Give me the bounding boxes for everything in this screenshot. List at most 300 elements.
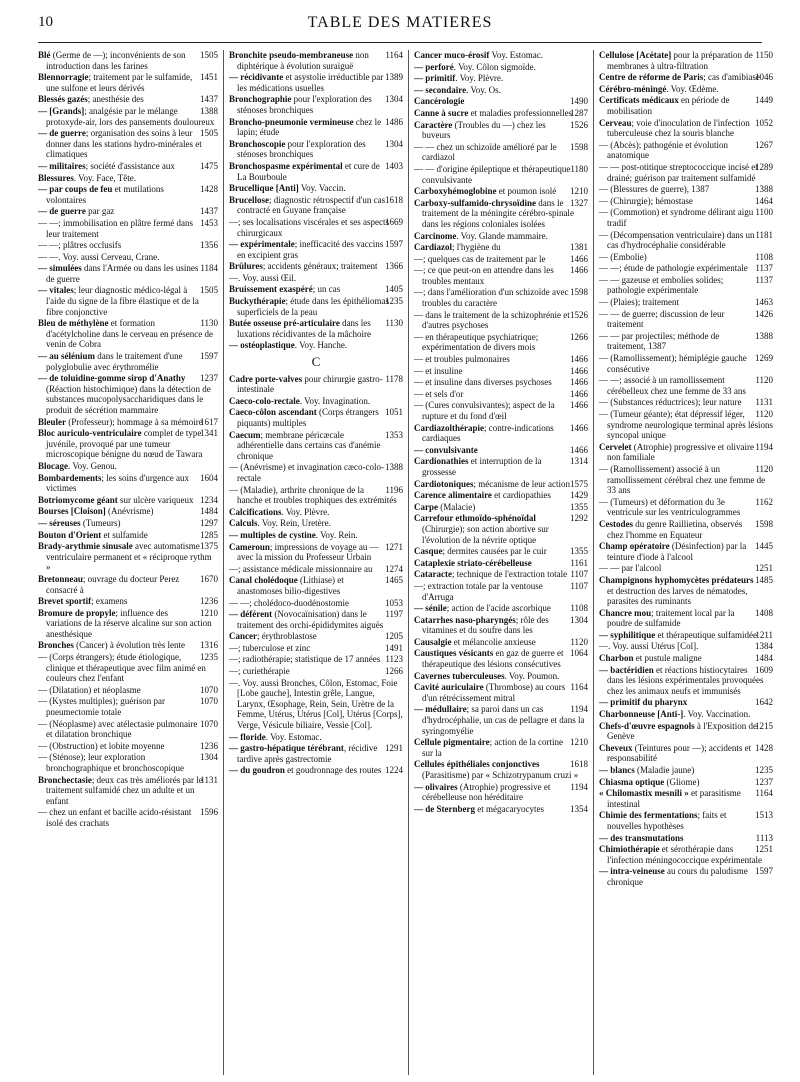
index-entry (414, 50, 588, 61)
entry-text: ; l'hygiène du (452, 242, 501, 253)
entry-page-ref: 1051 (385, 407, 403, 418)
index-entry (414, 637, 588, 648)
index-entry (414, 310, 588, 331)
index-entry (599, 519, 773, 540)
entry-page-ref: 1353 (385, 429, 403, 440)
index-entry (38, 428, 218, 460)
entry-page-ref: 1210 (570, 737, 588, 748)
index-entry (599, 653, 773, 664)
entry-page-ref: 1120 (755, 463, 773, 474)
entry-page-ref: 1291 (385, 743, 403, 754)
entry-page-ref: 1428 (200, 184, 218, 195)
entry-text: . Voy. Plèvre. (455, 73, 504, 84)
index-entry (599, 207, 773, 228)
entry-keyword: — expérimentale (229, 239, 295, 250)
index-entry (599, 697, 773, 708)
entry-text: — — gazeuse et embolies solides; pathologie expérimentale (599, 274, 724, 296)
entry-text: (Corps étrangers piquants) multiples (237, 407, 379, 428)
entry-page-ref: 1236 (200, 740, 218, 751)
index-entry (414, 456, 588, 477)
entry-page-ref: 1466 (570, 400, 588, 411)
entry-keyword: — primitif du pharynx (599, 697, 688, 708)
entry-keyword: Bronchoscopie (229, 138, 286, 149)
index-entry (599, 665, 773, 697)
index-entry (229, 631, 403, 642)
entry-keyword: Calculs (229, 518, 258, 529)
entry-page-ref: 1120 (755, 409, 773, 419)
entry-text: (Germe de —); inconvénients de son introduction dans les farines (46, 50, 186, 71)
entry-keyword: Butée osseuse pré-articulaire (229, 318, 340, 329)
entry-keyword: Cavité auriculaire (414, 682, 484, 693)
entry-text: — en thérapeutique psychiatrique; expérimentation de divers mois (414, 331, 539, 353)
entry-text: ; cas d'amibiase (703, 72, 760, 83)
entry-keyword: Brucellose (229, 194, 269, 205)
entry-text: Voy. Estomac. (489, 50, 543, 60)
entry-text: (Maladie jaune) (634, 765, 695, 775)
entry-text: ; traitement local par la poudre de sulfamide (607, 607, 735, 629)
entry-page-ref: 1466 (570, 354, 588, 365)
entry-text: —. Voy. aussi Bronches, Côlon, Estomac, Foie [Lobe gauche], Intestin grêle, Langue, Larynx, Œsophage, Rein, Sein, Urètre de la Femme, Utérus, Utérus [Col], Utérus [Corps], Verge, Vésicule biliaire, Vessie [Col]. (229, 677, 403, 731)
entry-keyword: — multiples de cystine (229, 529, 316, 540)
index-entry (599, 275, 773, 296)
entry-text: et parasitisme intestinal (607, 788, 741, 809)
entry-keyword: Blessures (38, 172, 74, 183)
entry-text: ; ouvrage du docteur Perez consacré à (46, 573, 180, 595)
index-entry (599, 297, 773, 308)
entry-text: en période de mobilisation (607, 95, 730, 116)
entry-page-ref: 1464 (755, 195, 773, 206)
entry-page-ref: 1388 (385, 462, 403, 473)
entry-page-ref: 1251 (755, 563, 773, 574)
entry-text: et pustule maligne (633, 653, 702, 664)
entry-text: —; tuberculose et zinc (229, 642, 311, 653)
entry-text: (Malacie) (438, 501, 476, 512)
index-entry (414, 603, 588, 614)
index-entry (414, 737, 588, 758)
section-letter: C (311, 354, 321, 370)
entry-text: (Désinfection) par la teinture d'iode à l'alcool (607, 541, 747, 562)
entry-keyword: — par coups de feu (38, 184, 113, 195)
entry-text: ; étude dans les épithéliomas superficiels de la peau (237, 296, 389, 317)
entry-text: (Lithiase) et anastomoses bilio-digestives (237, 575, 344, 596)
entry-keyword: Bruissement exaspéré (229, 284, 313, 295)
entry-page-ref: 1484 (755, 653, 773, 664)
index-entry (38, 461, 218, 472)
entry-keyword: — séreuses (38, 517, 81, 528)
index-entry (38, 752, 218, 773)
entry-text: — chez un enfant et bacille acido-résistant isolé des crachats (38, 807, 192, 828)
entry-text: . Voy. Hanche. (294, 340, 348, 351)
entry-text: (Réaction histochimique) dans la détection de substances mucopolysaccharidiques dans le produit de sécrétion mammaire (46, 383, 211, 415)
entry-page-ref: 1274 (385, 563, 403, 574)
entry-text: ; action de l'acide ascorbique (446, 603, 551, 614)
entry-page-ref: 1107 (570, 580, 588, 591)
entry-keyword: Chimiothérapie (599, 844, 660, 855)
entry-page-ref: 1108 (570, 603, 588, 614)
index-entry (229, 195, 403, 216)
entry-page-ref: 1405 (385, 284, 403, 295)
entry-page-ref: 1466 (570, 265, 588, 276)
index-entry (599, 72, 773, 83)
index-entry (229, 430, 403, 462)
entry-text: non diphtérique à évolution suraiguë (237, 50, 369, 71)
entry-text: dans les luxations récidivantes de la mâchoire (237, 318, 371, 339)
entry-page-ref: 1604 (200, 472, 218, 483)
entry-keyword: Chiasma optique (599, 776, 665, 787)
index-entry (599, 833, 773, 844)
entry-keyword: Bouton d'Orient (38, 529, 102, 540)
entry-page-ref: 1164 (755, 788, 773, 799)
index-entry (414, 546, 588, 557)
index-entry (38, 775, 218, 807)
index-entry (38, 252, 218, 263)
entry-text: — (Chirurgie); hémostase (599, 195, 693, 206)
entry-keyword: Champ opératoire (599, 541, 670, 552)
index-entry (414, 569, 588, 580)
entry-page-ref: 1475 (200, 160, 218, 171)
entry-page-ref: 1205 (385, 631, 403, 642)
entry-text: — (Dilatation) et néoplasme (38, 684, 141, 695)
entry-page-ref: 1304 (200, 752, 218, 763)
index-entry (414, 354, 588, 365)
entry-text: —; ce que peut-on en attendre dans les troubles mentaux (414, 265, 554, 286)
entry-text: ; inefficacité des vaccins en excipient gras (237, 239, 384, 260)
index-column-2 (223, 50, 408, 1075)
entry-text: — et insuline (414, 365, 463, 376)
index-entry (38, 373, 218, 415)
entry-keyword: Cataplexie striato-cérébelleuse (414, 557, 532, 568)
entry-page-ref: 1381 (570, 242, 588, 253)
entry-text: — (Cures convulsivantes); aspect de la rupture et du fond d'œil (414, 400, 555, 421)
entry-keyword: Cervelet (599, 441, 632, 452)
entry-keyword: — primitif (414, 73, 456, 84)
index-entry (229, 72, 403, 93)
entry-text: dans le traitement de la méningite cérébro-spinale dans les régions coloniales isolées (422, 197, 574, 229)
entry-text: pour l'exploration des sténoses bronchiques (237, 94, 372, 115)
entry-page-ref: 1453 (200, 217, 218, 228)
index-entry (38, 807, 218, 828)
entry-page-ref: 1215 (755, 720, 773, 731)
entry-text: — dans le traitement de la schizophrénie et d'autres psychoses (414, 309, 570, 331)
entry-page-ref: 1150 (755, 50, 773, 60)
entry-page-ref: 1269 (755, 353, 773, 364)
index-entry (229, 542, 403, 563)
entry-page-ref: 1297 (200, 517, 218, 528)
index-entry (38, 351, 218, 372)
index-entry (229, 732, 403, 743)
entry-page-ref: 1463 (755, 297, 773, 308)
entry-page-ref: 1505 (200, 285, 218, 296)
index-entry (414, 671, 588, 682)
index-entry (414, 558, 588, 569)
index-entry (599, 263, 773, 274)
index-entry (599, 608, 773, 629)
index-entry (414, 502, 588, 513)
index-entry (414, 164, 588, 185)
index-entry (38, 495, 218, 506)
entry-page-ref: 1235 (755, 765, 773, 775)
entry-text: — (Anévrisme) et invagination cæco-colo-rectale (229, 462, 384, 483)
index-entry (229, 217, 403, 238)
entry-keyword: Bronchospasme expérimental (229, 160, 343, 171)
entry-page-ref: 1451 (200, 72, 218, 83)
entry-text: ; diagnostic rétrospectif d'un cas contracté en Guyane française (237, 194, 386, 216)
entry-page-ref: 1490 (570, 96, 588, 107)
entry-page-ref: 1161 (570, 557, 588, 568)
index-entry (229, 654, 403, 665)
index-entry (229, 261, 403, 272)
entry-page-ref: 1178 (385, 373, 403, 384)
index-entry (38, 50, 218, 71)
entry-page-ref: 1120 (570, 636, 588, 647)
entry-text: —; radiothérapie; statistique de 17 années (229, 654, 381, 665)
index-entry (414, 332, 588, 353)
entry-text: et réactions histiocytaires dans les lésions expérimentales provoquées chez les animaux neufs et immunisés (607, 664, 764, 696)
entry-keyword: Cardionathies (414, 456, 469, 467)
index-entry (414, 759, 588, 780)
entry-page-ref: 1355 (570, 546, 588, 557)
entry-text: — —; étude de pathologie expérimentale (599, 263, 748, 274)
entry-keyword: Cellulose [Acétate] (599, 50, 672, 60)
index-entry (229, 117, 403, 138)
index-entry (414, 142, 588, 163)
entry-text: ; dermites causées par le cuir (442, 546, 547, 557)
index-entry (229, 94, 403, 115)
entry-text: et cure de La Bourboule (237, 160, 380, 182)
entry-keyword: Brucellique [Anti] (229, 183, 299, 194)
entry-keyword: Broncho-pneumonie vermineuse (229, 116, 354, 127)
entry-keyword: — secondaire (414, 84, 467, 95)
entry-keyword: Casque (414, 546, 443, 557)
entry-page-ref: 1466 (570, 444, 588, 455)
entry-text: — et troubles pulmonaires (414, 354, 510, 365)
entry-page-ref: 1408 (755, 607, 773, 618)
entry-text: — —; cholédoco-duodénostomie (229, 597, 349, 608)
entry-text: ; influence des variations de la réserve alcaline sur son action anesthésique (46, 607, 212, 639)
entry-text: — (Substances réductrices); leur nature (599, 397, 742, 408)
index-entry (229, 598, 403, 609)
entry-keyword: Certificats médicaux (599, 95, 679, 106)
entry-keyword: — sénile (414, 603, 447, 614)
entry-keyword: — perforé (414, 61, 454, 72)
index-entry (38, 530, 218, 541)
entry-keyword: Cestodes (599, 518, 633, 529)
index-entry (599, 464, 773, 496)
entry-keyword: Caecum (229, 429, 261, 440)
entry-text: — — par projectiles; méthode de traitement, 1387 (599, 330, 720, 352)
entry-text: —; curiethérapie (229, 666, 290, 677)
entry-page-ref: 1210 (200, 607, 218, 618)
entry-text: — — de guerre; discussion de leur traitement (599, 308, 725, 330)
index-entry (229, 239, 403, 260)
index-entry (414, 615, 588, 636)
entry-text: , récidive tardive après gastrectomie (237, 743, 378, 764)
entry-keyword: — vitales (38, 285, 74, 296)
entry-text: . Voy. Œdème. (666, 83, 719, 94)
entry-keyword: — au sélénium (38, 351, 96, 362)
index-entry (38, 184, 218, 205)
entry-text: — (Commotion) et syndrome délirant aigu tradif (599, 207, 754, 228)
entry-text: ; faits et nouvelles hypothèses (607, 810, 727, 831)
entry-text: et mutilations volontaires (46, 184, 164, 205)
entry-page-ref: 1197 (385, 609, 403, 620)
entry-keyword: Bleu de méthylène (38, 318, 109, 329)
index-entry (414, 254, 588, 265)
entry-keyword: Carrefour ethmoïdo-sphénoïdal (414, 513, 536, 524)
entry-text: du genre Raillietina, observés chez l'homme en Equateur (607, 518, 743, 540)
index-entry (599, 162, 773, 183)
entry-text: — — par l'alcool (599, 563, 662, 574)
entry-page-ref: 1466 (570, 253, 588, 264)
entry-text: — — d'origine épileptique et thérapeutique convulsivante (414, 163, 571, 185)
entry-text: sur ulcère variqueux (117, 494, 194, 505)
index-entry (599, 50, 773, 71)
entry-text: . Voy. Vaccination. (683, 709, 751, 720)
index-entry (599, 641, 773, 652)
entry-keyword: Carboxyhémoglobine (414, 186, 497, 197)
entry-keyword: — médullaire (414, 704, 467, 715)
entry-text: ; contre-indications cardiaques (422, 422, 554, 444)
entry-page-ref: 1235 (385, 296, 403, 307)
entry-page-ref: 1617 (200, 416, 218, 427)
index-entry (414, 366, 588, 377)
entry-page-ref: 1266 (570, 331, 588, 342)
index-entry (38, 72, 218, 93)
entry-text: — —. Voy. aussi Cerveau, Crane. (38, 251, 160, 262)
entry-page-ref: 1366 (385, 261, 403, 272)
entry-text: . Voy. Poumon. (504, 670, 560, 681)
entry-text: — (Abcès); pathogénie et évolution anatomique (599, 139, 728, 161)
index-entry (599, 353, 773, 374)
entry-text: et goudronnage des routes (284, 765, 382, 776)
entry-page-ref: 1526 (570, 119, 588, 130)
index-entry (38, 263, 218, 284)
index-entry (229, 564, 403, 575)
entry-keyword: — [Grands] (38, 105, 85, 116)
index-entry (229, 407, 403, 428)
entry-page-ref: 1466 (570, 365, 588, 376)
index-entry (38, 608, 218, 640)
index-entry (414, 479, 588, 490)
entry-page-ref: 1437 (200, 206, 218, 217)
entry-keyword: — militaires (38, 160, 86, 171)
index-entry (414, 198, 588, 230)
entry-page-ref: 1389 (385, 72, 403, 83)
entry-keyword: — des transmutations (599, 832, 684, 843)
index-entry (229, 183, 403, 194)
index-columns (38, 50, 778, 1075)
entry-keyword: — du goudron (229, 765, 285, 776)
index-entry (229, 318, 403, 339)
entry-text: et maladies professionnelles (468, 107, 573, 118)
entry-keyword: Blessés gazés (38, 94, 88, 105)
entry-page-ref: 1428 (755, 742, 773, 753)
index-entry (38, 285, 218, 317)
entry-text: ; leur diagnostic médico-légal à l'aide du signe de la fibre élastique et de la fibre conjonctive (46, 285, 199, 317)
index-entry (599, 375, 773, 396)
index-entry (229, 374, 403, 395)
entry-text: ; deux cas très améliorés par le traitement sulfamidé chez un adulte et un enfant (46, 774, 203, 806)
entry-text: — (Blessures de guerre), 1387 (599, 184, 710, 195)
index-entry (414, 804, 588, 815)
entry-text: (Troubles du —) chez les buveurs (422, 119, 546, 141)
entry-page-ref: 1484 (200, 506, 218, 517)
entry-keyword: Bronchographie (229, 94, 292, 105)
index-entry (229, 340, 403, 351)
entry-page-ref: 1184 (200, 263, 218, 274)
index-entry (599, 84, 773, 95)
entry-page-ref: 1513 (755, 810, 773, 821)
entry-text: et poumon isolé (496, 186, 557, 197)
entry-text: . Voy. Invagination. (299, 395, 371, 406)
entry-keyword: — ostéoplastique (229, 340, 295, 351)
entry-page-ref: 1108 (755, 251, 773, 262)
entry-text: ; traitement par le sulfamide, une sulfone et leurs dérivés (46, 72, 193, 93)
entry-page-ref: 1123 (385, 654, 403, 665)
entry-keyword: — déférent (229, 609, 273, 620)
entry-page-ref: 1465 (385, 575, 403, 586)
entry-page-ref: 1388 (755, 330, 773, 341)
entry-text: . Voy. Rein. (315, 529, 358, 540)
entry-keyword: — gastro-hépatique térébrant (229, 743, 344, 754)
entry-text: et mégacaryocytes (475, 803, 544, 814)
entry-keyword: Cardiazol (414, 242, 452, 253)
index-entry (599, 777, 773, 788)
entry-page-ref: 1388 (755, 184, 773, 195)
index-entry (599, 184, 773, 195)
entry-text: — (Kystes multiples); guérison par pneumectomie totale (38, 696, 165, 718)
entry-page-ref: 1164 (385, 50, 403, 60)
index-entry (229, 139, 403, 160)
entry-page-ref: 1403 (385, 160, 403, 171)
index-entry (599, 721, 773, 742)
entry-text: ; analgésie par le mélange protoxyde-air, lors des pansements douloureux (46, 105, 215, 127)
index-entry (414, 62, 588, 73)
entry-keyword: Cataracte (414, 569, 452, 580)
index-entry (38, 206, 218, 217)
entry-keyword: Canal cholédoque (229, 575, 298, 586)
entry-page-ref: 1642 (755, 697, 773, 708)
entry-text: — et sels d'or (414, 388, 464, 399)
entry-page-ref: 1235 (200, 652, 218, 663)
entry-page-ref: 1505 (200, 128, 218, 139)
entry-page-ref: 1316 (200, 640, 218, 651)
index-entry (414, 648, 588, 669)
entry-keyword: Blé (38, 50, 51, 60)
entry-page-ref: 1070 (200, 684, 218, 695)
entry-page-ref: 1196 (385, 484, 403, 495)
index-entry (229, 518, 403, 529)
page-title: TABLE DES MATIERES (307, 14, 493, 31)
index-entry (599, 788, 773, 809)
index-entry (414, 108, 588, 119)
entry-page-ref: 1194 (755, 441, 773, 452)
index-entry (414, 389, 588, 400)
entry-page-ref: 1131 (200, 774, 218, 785)
entry-keyword: Cancer muco-érosif (414, 50, 490, 60)
index-entry (599, 230, 773, 251)
entry-text: . Voy. Glande mammaire. (456, 230, 548, 241)
entry-keyword: Cancer (229, 631, 257, 642)
index-entry (229, 643, 403, 654)
entry-keyword: Cadre porte-valves (229, 373, 303, 384)
entry-text: — (Tumeurs) et déformation du 3e ventricule sur les ventriculogrammes (599, 496, 741, 518)
entry-text: par gaz (85, 206, 115, 217)
index-entry (414, 96, 588, 107)
entry-keyword: Bronchectasie (38, 774, 92, 785)
entry-text: complet de type juvénile, provoqué par une tumeur microscopique bénigne du nœud de Tawara (46, 428, 203, 460)
entry-page-ref: 1526 (570, 309, 588, 320)
